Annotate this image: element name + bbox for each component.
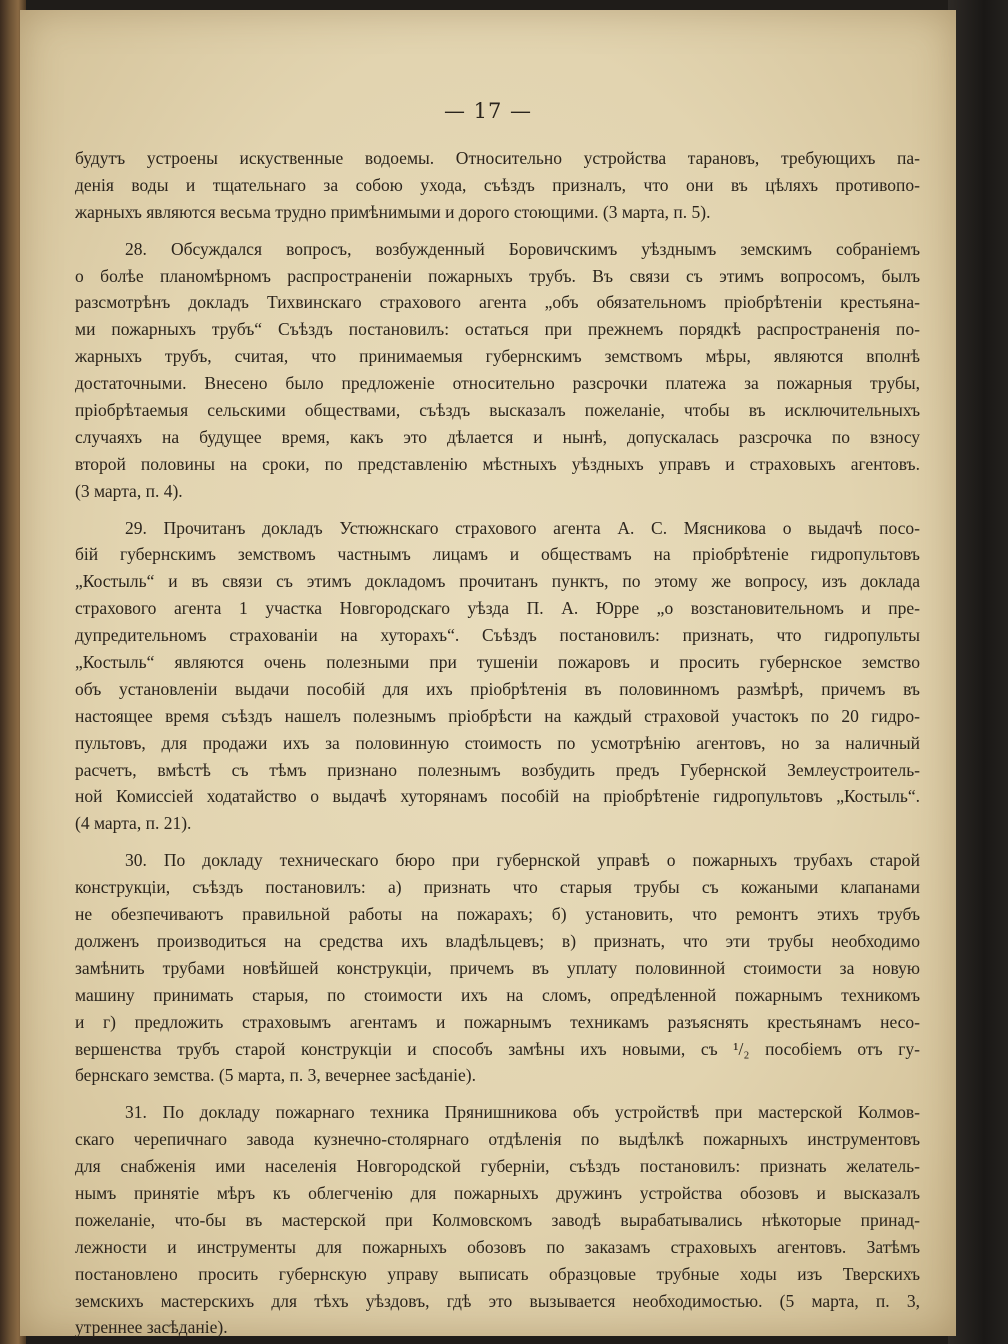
text-line: о болѣе планомѣрномъ распространеніи пожарныхъ трубъ. Въ связи съ этимъ вопросомъ, былъ — [75, 265, 920, 286]
text-line: (3 марта, п. 4). — [75, 480, 183, 501]
text-line: для снабженія ими населенія Новгородской губерніи, съѣздъ постановилъ: признать желатель- — [75, 1156, 920, 1177]
text-line: разсмотрѣнъ докладъ Тихвинскаго страхового агента „объ обязательномъ пріобрѣтеніи крестьяна- — [75, 292, 920, 313]
text-line: долженъ производиться на средства ихъ владѣльцевъ; в) признать, что эти трубы необходимо — [75, 930, 920, 951]
text-line: „Костыль“ являются очень полезными при тушеніи пожаровъ и просить губернское земство — [75, 652, 920, 673]
text-line: и г) предложить страховымъ агентамъ и пожарнымъ техникамъ разъяснять крестьянамъ несо- — [75, 1011, 920, 1032]
body-text — [75, 145, 920, 1344]
text-line: второй половины на сроки, по представленію мѣстныхъ уѣздныхъ управъ и страховыхъ агентовъ. — [75, 453, 920, 474]
text-line: пожеланіе, что-бы въ мастерской при Колмовскомъ заводѣ вырабатывались нѣкоторые принад- — [75, 1209, 920, 1230]
text-line: бій губернскимъ земствомъ частнымъ лицамъ и обществамъ на пріобрѣтеніе гидропультовъ — [75, 544, 920, 565]
text-line: случаяхъ на будущее время, какъ это дѣлается и нынѣ, допускалась разсрочка по взносу — [75, 426, 920, 447]
text-line: жарныхъ трубъ, считая, что принимаемыя губернскимъ земствомъ мѣры, являются вполнѣ — [75, 346, 920, 367]
text-line: земскихъ мастерскихъ для тѣхъ уѣздовъ, гдѣ это вызывается необходимостью. (5 марта, п. 3, — [75, 1290, 920, 1311]
text-line: нымъ принятіе мѣръ къ облегченію для пожарныхъ дружинъ устройства обозовъ и высказалъ — [75, 1182, 920, 1203]
text-line: денія воды и тщательнаго за собою ухода, съѣздъ призналъ, что они въ цѣляхъ противопо- — [75, 174, 920, 195]
text-line: расчетъ, вмѣстѣ съ тѣмъ признано полезнымъ возбудить предъ Губернской Землеустроитель- — [75, 759, 920, 780]
text-line: настоящее время съѣздъ нашелъ полезнымъ пріобрѣсти на каждый страховой участокъ по 20 гидро- — [75, 705, 920, 726]
text-line: пріобрѣтаемыя сельскими обществами, съѣздъ высказалъ пожеланіе, чтобы въ исключительныхъ — [75, 400, 920, 421]
text-line: „Костыль“ и въ связи съ этимъ докладомъ прочитанъ пунктъ, по этому же вопросу, изъ доклада — [75, 571, 920, 592]
text-line: пультовъ, для продажи ихъ за половинную стоимость по усмотрѣнію агентовъ, но за наличный — [75, 732, 920, 753]
text-line: жарныхъ являются весьма трудно примѣнимыми и дорого стоющими. (3 марта, п. 5). — [75, 201, 711, 222]
text-line: постановлено просить губернскую управу выписать образцовые трубные ходы изъ Тверскихъ — [75, 1263, 920, 1284]
text-line: объ установленіи выдачи пособій для ихъ пріобрѣтенія въ половинномъ размѣрѣ, причемъ въ — [75, 678, 920, 699]
text-line: ми пожарныхъ трубъ“ Съѣздъ постановилъ: остаться при прежнемъ порядкѣ распространенія по- — [75, 319, 920, 340]
text-line: 30. По докладу техническаго бюро при губернской управѣ о пожарныхъ трубахъ старой — [125, 850, 920, 871]
text-line: вершенства трубъ старой конструкціи и способъ замѣны ихъ новыми, съ ¹/₂ пособіемъ отъ гу- — [75, 1038, 920, 1059]
text-line: 28. Обсуждался вопросъ, возбужденный Боровичскимъ уѣзднымъ земскимъ собраніемъ — [125, 238, 920, 259]
page-number: — 17 — — [443, 99, 533, 123]
text-line: скаго черепичнаго завода кузнечно-столярнаго отдѣленія по выдѣлкѣ пожарныхъ инструментовъ — [75, 1129, 920, 1150]
text-line: машину принимать старыя, по стоимости ихъ на сломъ, опредѣленной пожарнымъ техникомъ — [75, 984, 920, 1005]
paper-sheet — [20, 10, 956, 1336]
text-line: утреннее засѣданіе). — [75, 1317, 228, 1338]
paragraph-31 — [75, 1099, 920, 1341]
text-line: бернскаго земства. (5 марта, п. 3, вечернее засѣданіе). — [75, 1065, 477, 1086]
paragraph-30 — [75, 847, 920, 1089]
text-line: будутъ устроены искуственные водоемы. Относительно устройства тарановъ, требующихъ па- — [75, 148, 920, 168]
text-line: замѣнить трубами новѣйшей конструкціи, причемъ въ уплату половинной стоимости за новую — [75, 957, 920, 978]
scan-background-edge — [948, 0, 1008, 1344]
paragraph-29 — [75, 515, 920, 838]
paragraph-28 — [75, 236, 920, 505]
paragraph-intro — [75, 145, 920, 226]
text-line: (4 марта, п. 21). — [75, 813, 192, 834]
text-line: не обезпечиваютъ правильной работы на пожарахъ; б) установить, что ремонтъ этихъ трубъ — [75, 904, 920, 925]
text-line: ной Комиссіей ходатайство о выдачѣ хуторянамъ пособій на пріобрѣтеніе гидропультовъ „Костыль“. — [75, 786, 920, 807]
text-line: страхового агента 1 участка Новгородскаго уѣзда П. А. Юрре „о возстановительномъ и пре- — [75, 598, 920, 619]
text-line: достаточными. Внесено было предложеніе относительно разсрочки платежа за пожарныя трубы, — [75, 373, 920, 394]
text-line: 31. По докладу пожарнаго техника Прянишникова объ устройствѣ при мастерской Колмов- — [125, 1102, 920, 1123]
text-line: конструкціи, съѣздъ постановилъ: а) признать что старыя трубы съ кожаными клапанами — [75, 877, 920, 898]
text-line: лежности и инструменты для пожарныхъ обозовъ по заказамъ страховыхъ агентовъ. Затѣмъ — [75, 1236, 920, 1257]
text-line: 29. Прочитанъ докладъ Устюжнскаго страхового агента А. С. Мясникова о выдачѣ посо- — [125, 517, 920, 538]
text-line: дупредительномъ страхованіи на хуторахъ“. Съѣздъ постановилъ: признать, что гидропульты — [75, 625, 920, 646]
